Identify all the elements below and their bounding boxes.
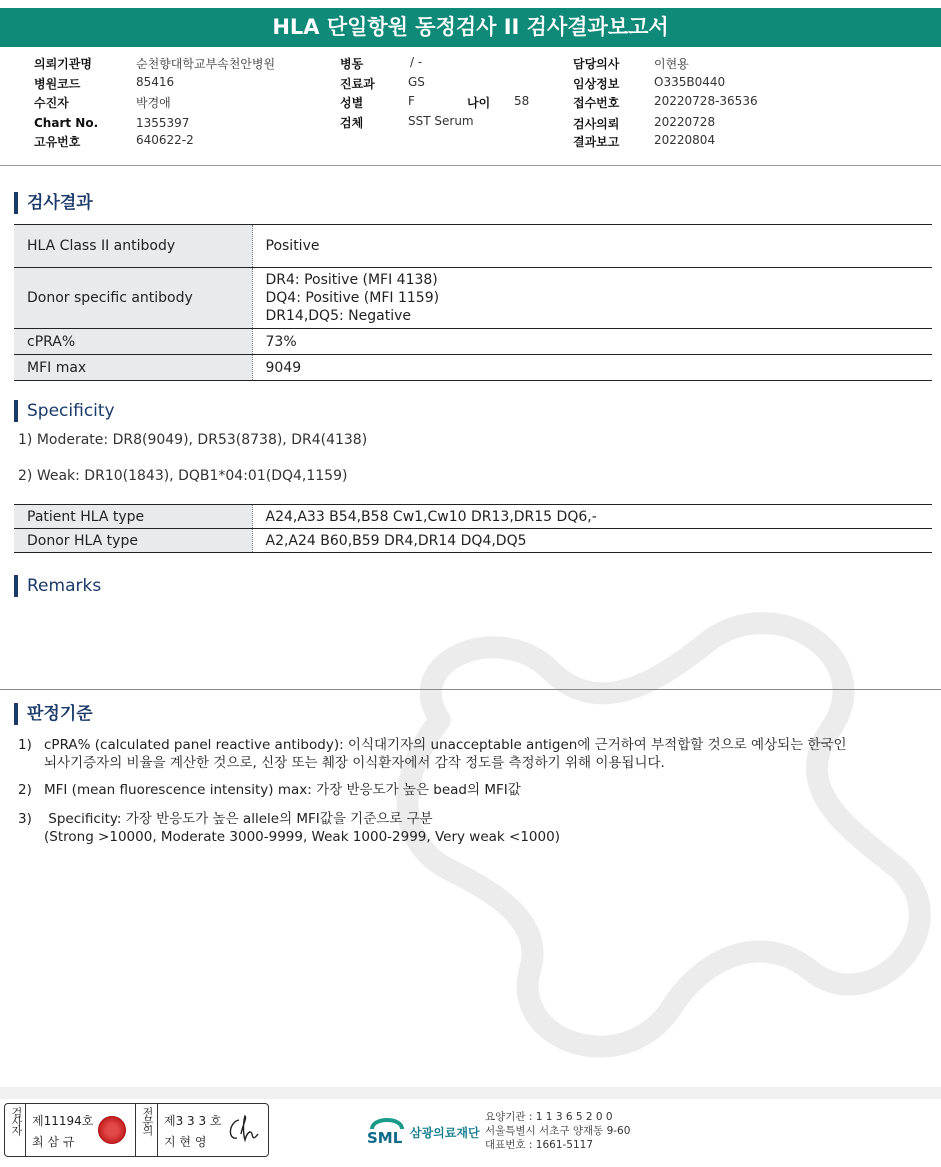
result-value: 73% [252,329,932,355]
hla-row [14,505,932,529]
org-name: 삼광의료재단 [410,1126,480,1140]
sex-value: F [408,94,415,108]
sml-logo-icon [366,1111,408,1157]
criteria-item [18,781,521,799]
criteria-line: MFI (mean fluorescence intensity) max: 가장 반응도가 높은 bead의 MFI값 [44,782,521,798]
receipt-label: 접수번호 [573,96,620,110]
dsa-line: DR4: Positive (MFI 4138) [265,272,438,288]
contact-line: 요양기관 : 1 1 3 6 5 2 0 0 [485,1111,613,1123]
criteria-line: 뇌사기증자의 비율을 계산한 것으로, 신장 또는 췌장 이식환자에서 감작 정도를 측정하기 위해 이용됩니다. [44,755,665,771]
result-row [14,225,932,268]
result-key: MFI max [14,355,252,381]
remarks-section-title: Remarks [14,575,101,597]
specificity-item: 1) Moderate: DR8(9049), DR53(8738), DR4(4138) [18,432,368,448]
doctor-label: 담당의사 [573,57,620,71]
clinical-label: 임상정보 [573,77,620,91]
criteria-num: 2) [18,782,32,798]
remarks-divider [0,689,941,690]
age-label: 나이 [467,96,491,110]
dept-value: GS [408,75,425,89]
box-divider [135,1104,136,1156]
result-key: cPRA% [14,329,252,355]
patient-label: 수진자 [34,96,69,110]
criteria-line: (Strong >10000, Moderate 3000-9999, Weak 1000-2999, Very weak <1000) [44,829,560,845]
footer-band [0,1087,941,1099]
hospital-code-value: 85416 [136,75,175,89]
receipt-value: 20220728-36536 [654,94,758,108]
hla-key: Donor HLA type [14,529,252,553]
box-divider [25,1104,26,1156]
specimen-value: SST Serum [408,114,474,128]
chart-value: 1355397 [136,116,190,130]
criteria-line: Specificity: 가장 반응도가 높은 allele의 MFI값을 기준으로 구분 [44,811,433,827]
chart-label: Chart No. [34,116,99,130]
report-label: 결과보고 [573,135,620,149]
specificity-item: 2) Weak: DR10(1843), DQB1*04:01(DQ4,1159) [18,468,348,484]
seal-icon [98,1116,126,1144]
patient-value: 박경애 [136,96,171,110]
result-row [14,355,932,381]
results-section-title: 검사결과 [14,192,93,214]
criteria-num: 1) [18,737,32,753]
signature-icon [225,1114,261,1146]
unique-label: 고유번호 [34,135,81,149]
doctor-value: 이현용 [654,57,689,71]
ward-value: / - [410,55,423,69]
specialist-label: 전문의 [141,1107,154,1134]
request-label: 검사의뢰 [573,117,620,131]
name1: 최 삼 규 [32,1135,75,1149]
result-value: 9049 [252,355,932,381]
result-key: Donor specific antibody [14,268,252,329]
contact-info [485,1110,630,1152]
specificity-section-title: Specificity [14,400,115,422]
specimen-label: 검체 [340,116,364,130]
license1: 제11194호 [32,1114,94,1128]
info-divider [0,165,941,166]
result-value: Positive [252,225,932,268]
criteria-item [18,810,560,846]
hla-value: A2,A24 B60,B59 DR4,DR14 DQ4,DQ5 [252,529,932,553]
result-row [14,329,932,355]
dsa-line: DQ4: Positive (MFI 1159) [265,290,440,306]
report-value: 20220804 [654,133,716,147]
criteria-num: 3) [18,811,32,827]
request-value: 20220728 [654,115,716,129]
hla-row [14,529,932,553]
unique-value: 640622-2 [136,133,194,147]
hla-table [14,504,932,553]
result-key: HLA Class II antibody [14,225,252,268]
institution-label: 의뢰기관명 [34,57,92,71]
age-value: 58 [514,94,530,108]
box-divider [157,1104,158,1156]
dsa-line: DR14,DQ5: Negative [265,308,411,324]
contact-line: 서울특별시 서초구 양재동 9-60 [485,1125,631,1137]
hospital-code-label: 병원코드 [34,77,81,91]
criteria-line: cPRA% (calculated panel reactive antibody): 이식대기자의 unacceptable antigen에 근거하여 부적합할 것으로 예상되는 한국인 [44,737,847,753]
report-title: HLA 단일항원 동정검사 II 검사결과보고서 [0,8,941,47]
name2: 지 현 영 [164,1135,207,1149]
criteria-item [18,736,847,772]
result-row [14,268,932,329]
sex-label: 성별 [340,96,364,110]
dept-label: 진료과 [340,77,375,91]
results-table [14,224,932,381]
hla-value: A24,A33 B54,B58 Cw1,Cw10 DR13,DR15 DQ6,- [252,505,932,529]
examiner-label: 검사자 [10,1107,23,1134]
clinical-value: O335B0440 [654,75,726,89]
result-value [252,268,932,329]
patient-info [0,55,941,163]
signature-box [4,1103,269,1157]
institution-value: 순천향대학교부속천안병원 [136,57,276,71]
contact-line: 대표번호 : 1661-5117 [485,1139,594,1151]
sml-logo-text: SML [367,1129,403,1147]
criteria-section-title: 판정기준 [14,703,93,725]
ward-label: 병동 [340,57,364,71]
hla-key: Patient HLA type [14,505,252,529]
license2: 제3 3 3 호 [164,1114,222,1128]
